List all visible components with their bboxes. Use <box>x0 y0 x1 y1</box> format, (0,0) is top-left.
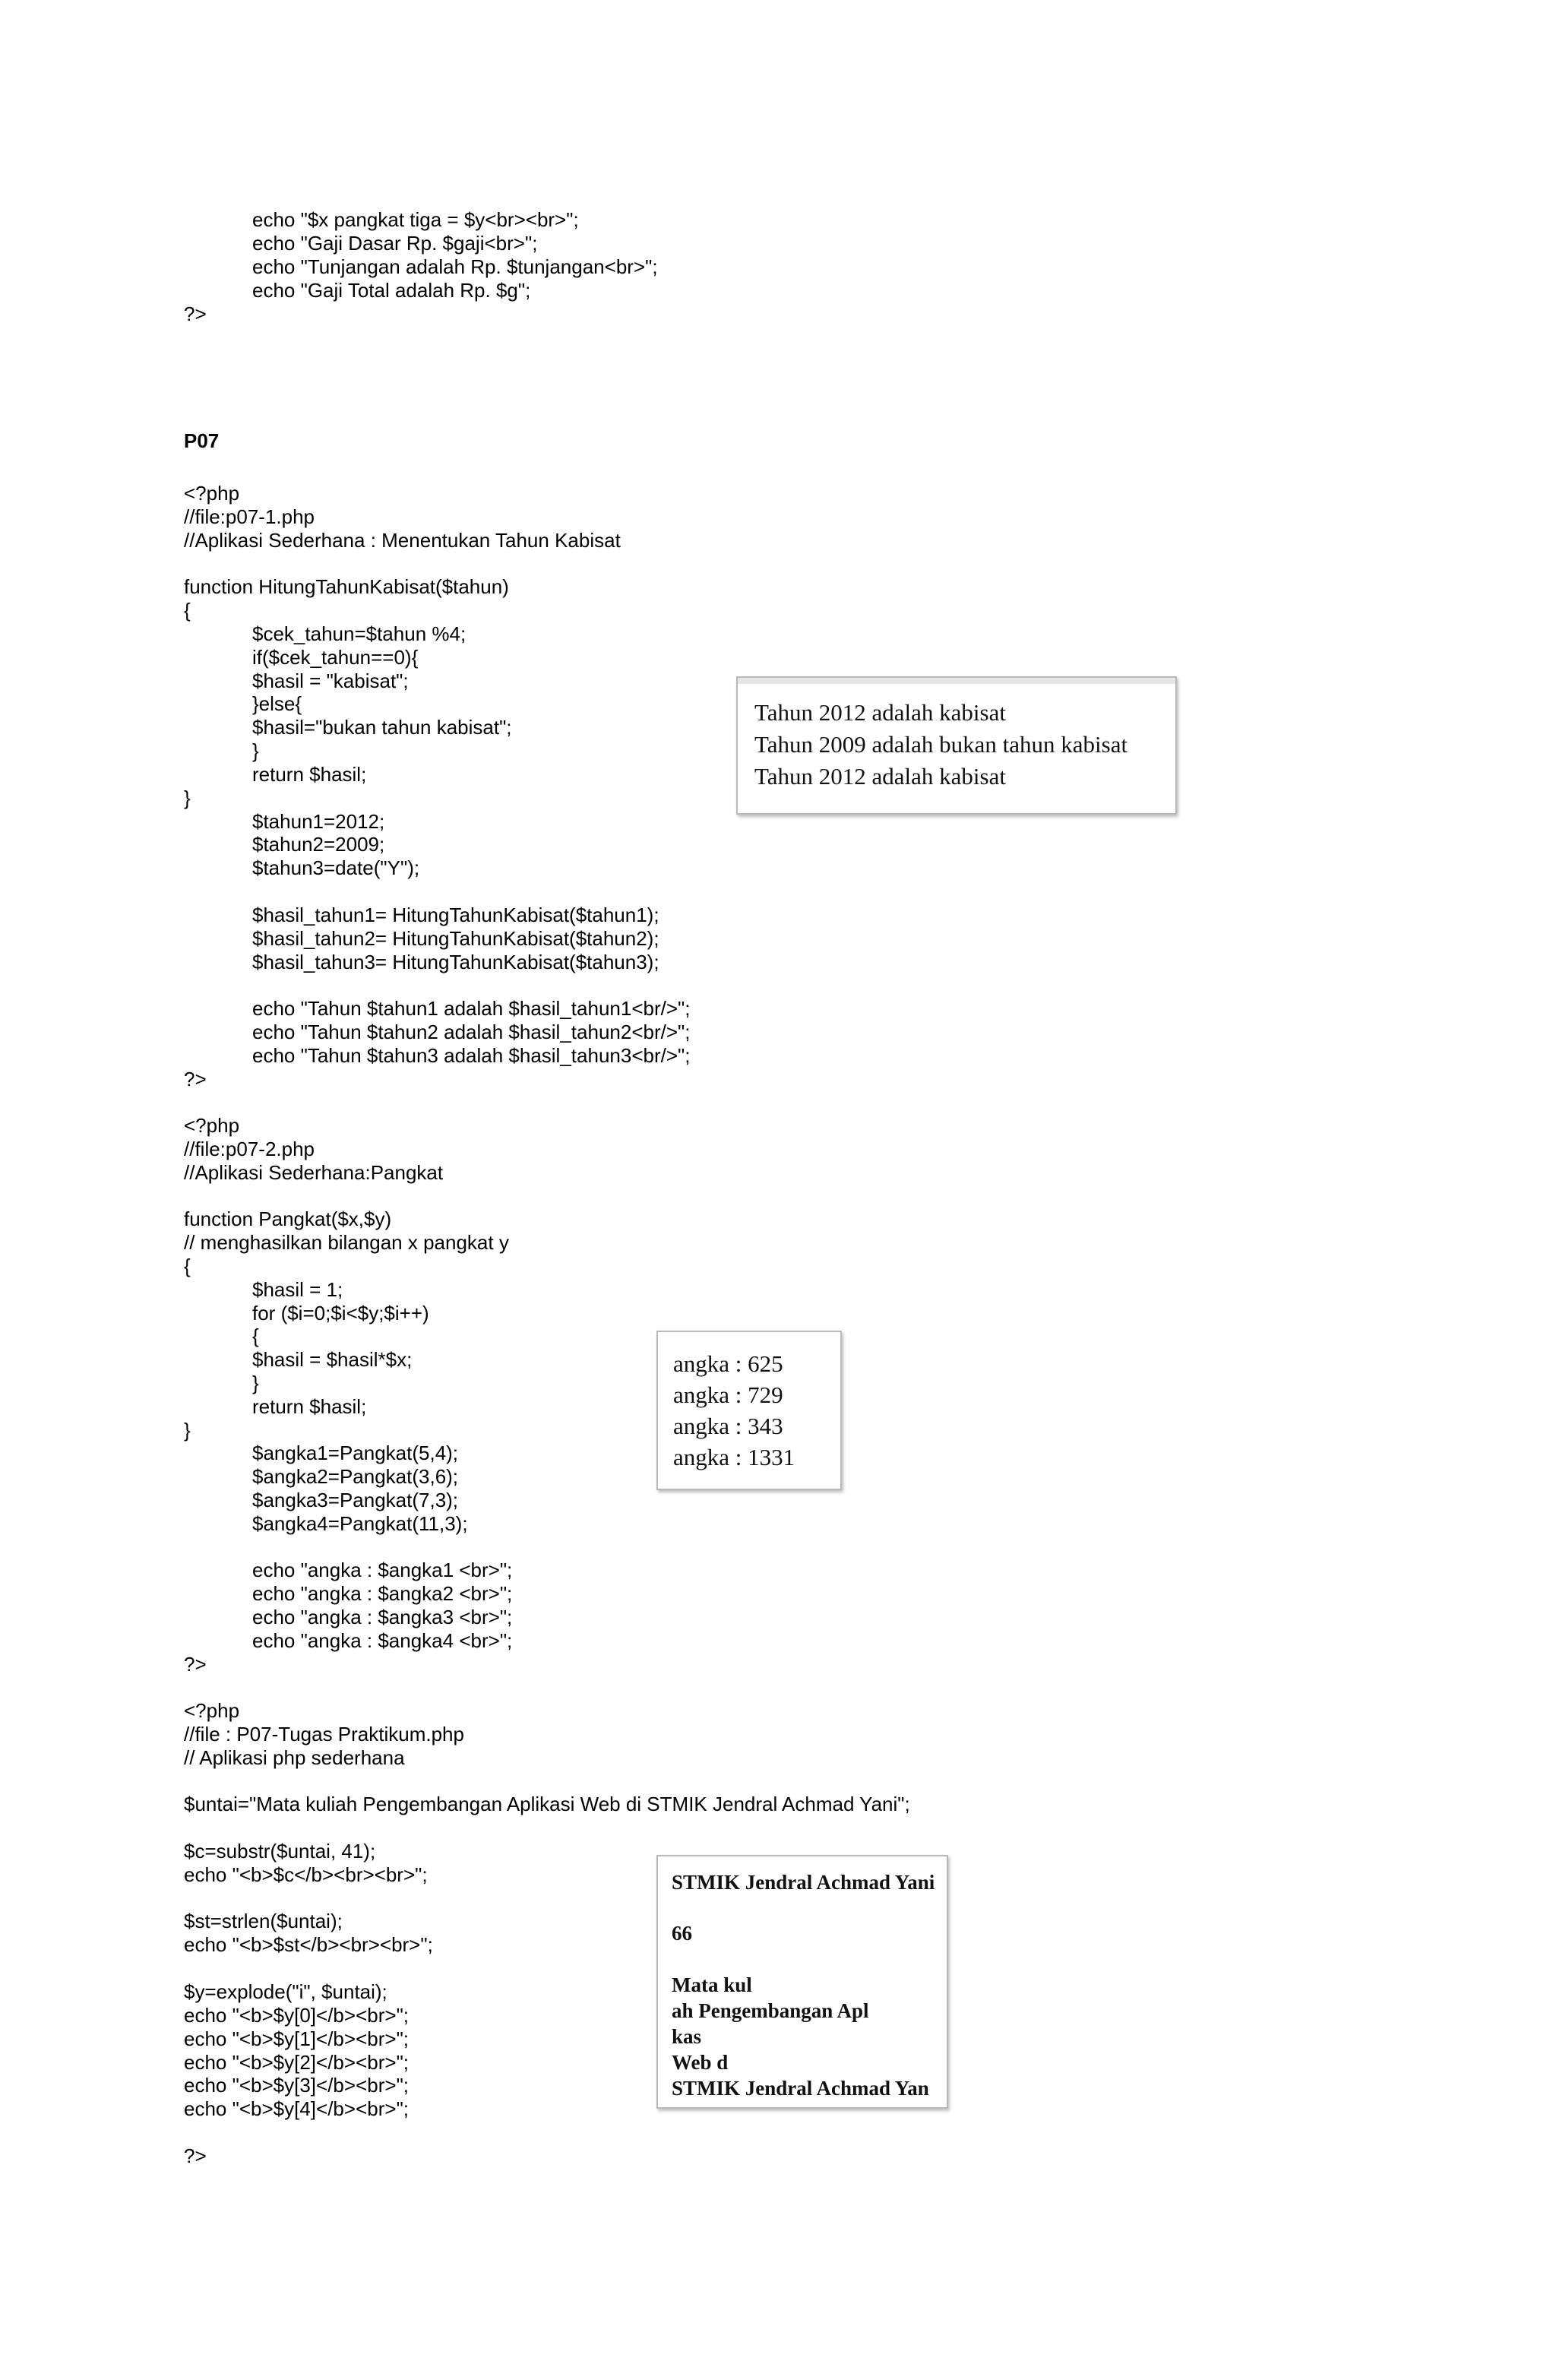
code-line: { <box>252 1325 259 1347</box>
code-line: // Aplikasi php sederhana <box>184 1746 405 1769</box>
output-line: angka : 625 <box>673 1350 783 1377</box>
code-line: echo "angka : $angka4 <br>"; <box>252 1629 513 1652</box>
code-line: if($cek_tahun==0){ <box>252 646 419 669</box>
code-line: echo "Gaji Dasar Rp. $gaji<br>"; <box>252 232 538 255</box>
output-line: angka : 343 <box>673 1413 783 1439</box>
code-line: echo "<b>$y[4]</b><br>"; <box>184 2097 410 2120</box>
code-line: $st=strlen($untai); <box>184 1910 343 1932</box>
code-line: echo "<b>$y[1]</b><br>"; <box>184 2027 410 2050</box>
code-line: return $hasil; <box>252 1395 367 1418</box>
output-line: Tahun 2009 adalah bukan tahun kabisat <box>754 731 1128 758</box>
output-line: Tahun 2012 adalah kabisat <box>754 699 1006 726</box>
code-line: ?> <box>184 302 207 325</box>
code-line: $hasil="bukan tahun kabisat"; <box>252 716 512 739</box>
output-line: 66 <box>672 1922 692 1945</box>
code-line: $angka3=Pangkat(7,3); <box>252 1489 459 1511</box>
code-line: echo "<b>$c</b><br><br>"; <box>184 1863 428 1886</box>
code-line: <?php <box>184 1114 240 1137</box>
code-line: echo "<b>$y[3]</b><br>"; <box>184 2074 410 2097</box>
code-line: $y=explode("i", $untai); <box>184 1980 387 2003</box>
code-line: //file:p07-1.php <box>184 505 315 528</box>
code-line: echo "angka : $angka3 <br>"; <box>252 1606 513 1628</box>
code-line: $hasil_tahun2= HitungTahunKabisat($tahun2); <box>252 927 659 950</box>
output-screenshot-pangkat <box>656 1331 842 1490</box>
code-line: echo "Gaji Total adalah Rp. $g"; <box>252 279 531 302</box>
output-line: angka : 1331 <box>673 1444 795 1470</box>
output-line: kas <box>672 2025 702 2048</box>
code-line: <?php <box>184 1699 240 1722</box>
output-line: STMIK Jendral Achmad Yan <box>672 2077 929 2100</box>
code-line: $angka4=Pangkat(11,3); <box>252 1512 468 1535</box>
code-line: echo "Tahun $tahun1 adalah $hasil_tahun1<br/>"; <box>252 997 691 1020</box>
section-title: P07 <box>184 429 220 452</box>
code-line: ?> <box>184 1653 207 1676</box>
code-line: $hasil_tahun3= HitungTahunKabisat($tahun3); <box>252 951 659 973</box>
output-line: angka : 729 <box>673 1381 783 1408</box>
code-line: echo "Tahun $tahun3 adalah $hasil_tahun3<br/>"; <box>252 1044 691 1067</box>
code-line: echo "Tahun $tahun2 adalah $hasil_tahun2<br/>"; <box>252 1021 691 1043</box>
code-line: } <box>252 1372 259 1394</box>
code-line: $tahun3=date("Y"); <box>252 856 420 879</box>
code-line: $tahun2=2009; <box>252 833 385 856</box>
code-line: echo "angka : $angka2 <br>"; <box>252 1582 513 1605</box>
code-line: $angka1=Pangkat(5,4); <box>252 1442 459 1464</box>
output-line: Web d <box>672 2051 729 2074</box>
code-line: function HitungTahunKabisat($tahun) <box>184 575 509 598</box>
code-line: <?php <box>184 482 240 505</box>
code-line: echo "$x pangkat tiga = $y<br><br>"; <box>252 208 579 231</box>
code-line: { <box>184 1255 191 1277</box>
code-line: { <box>184 599 191 622</box>
code-line: return $hasil; <box>252 763 367 786</box>
screenshot-top-bar <box>738 678 1175 684</box>
code-line: echo "<b>$st</b><br><br>"; <box>184 1933 433 1956</box>
output-screenshot-kabisat <box>736 676 1177 815</box>
output-line: STMIK Jendral Achmad Yani <box>672 1871 935 1894</box>
code-line: $hasil = 1; <box>252 1278 343 1301</box>
code-line: ?> <box>184 1068 207 1090</box>
code-line: $hasil_tahun1= HitungTahunKabisat($tahun1); <box>252 904 659 926</box>
code-line: // menghasilkan bilangan x pangkat y <box>184 1231 509 1254</box>
code-line: //file:p07-2.php <box>184 1138 315 1160</box>
code-line: ?> <box>184 2144 207 2167</box>
code-line: echo "<b>$y[2]</b><br>"; <box>184 2051 410 2074</box>
code-line: } <box>184 1419 191 1442</box>
code-line: $cek_tahun=$tahun %4; <box>252 622 466 645</box>
code-line: echo "<b>$y[0]</b><br>"; <box>184 2004 410 2027</box>
code-line: $angka2=Pangkat(3,6); <box>252 1465 459 1488</box>
code-line: $c=substr($untai, 41); <box>184 1840 376 1863</box>
code-line: for ($i=0;$i<$y;$i++) <box>252 1302 429 1325</box>
code-line: } <box>184 786 191 809</box>
code-line: $tahun1=2012; <box>252 810 385 833</box>
code-line: //file : P07-Tugas Praktikum.php <box>184 1723 464 1745</box>
code-line: $hasil = "kabisat"; <box>252 669 409 692</box>
output-screenshot-tugas <box>656 1855 948 2109</box>
code-line: }else{ <box>252 692 302 715</box>
code-line: function Pangkat($x,$y) <box>184 1207 392 1230</box>
output-line: Mata kul <box>672 1973 752 1996</box>
output-line: ah Pengembangan Apl <box>672 1999 869 2022</box>
code-line: $hasil = $hasil*$x; <box>252 1348 413 1371</box>
code-line: //Aplikasi Sederhana:Pangkat <box>184 1161 444 1184</box>
code-line: echo "Tunjangan adalah Rp. $tunjangan<br>"; <box>252 255 658 278</box>
code-line: //Aplikasi Sederhana : Menentukan Tahun Kabisat <box>184 529 621 552</box>
code-line: echo "angka : $angka1 <br>"; <box>252 1559 513 1581</box>
code-line: } <box>252 739 259 762</box>
output-line: Tahun 2012 adalah kabisat <box>754 763 1006 790</box>
code-line: $untai="Mata kuliah Pengembangan Aplikasi Web di STMIK Jendral Achmad Yani"; <box>184 1793 910 1815</box>
